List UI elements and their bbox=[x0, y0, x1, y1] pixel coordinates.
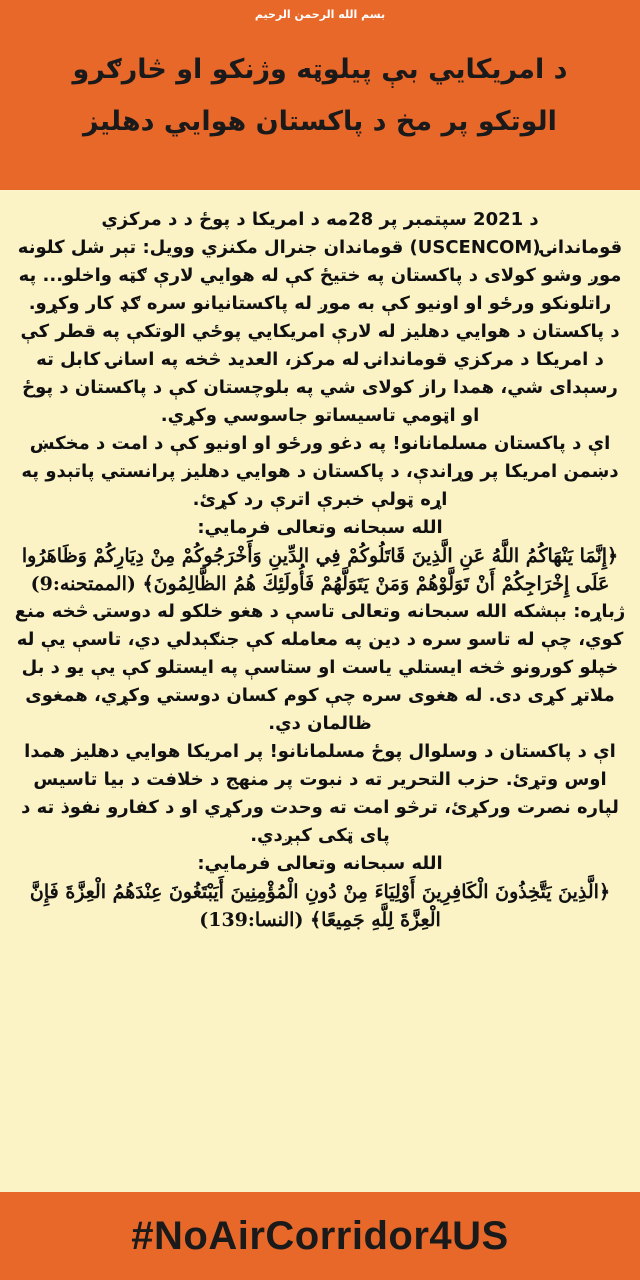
quran-verse-1: ﴿إِنَّمَا يَنْهَاكُمُ اللَّهُ عَنِ الَّذِينَ قَاتَلُوكُمْ فِي الدِّينِ وَأَخْرَجُوكُمْ مِنْ دِيَارِكُمْ وَظَاهَرُوا عَلَى إِخْرَاجِكُمْ أَنْ تَوَلَّوْهُمْ وَمَنْ يَتَوَلَّهُمْ فَأُولَئِكَ هُمُ الظَّالِمُونَ﴾ (الممتحنه:9) bbox=[21, 545, 619, 595]
title-line-1: د امريکايي بې پيلوټه وژنکو او څارګرو bbox=[72, 54, 568, 85]
footer-banner bbox=[0, 1192, 640, 1280]
paragraph-3: اې د پاکستان مسلمانانو! په دغو ورځو او اونيو کې د امت د مخکښ دښمن امريکا پر وړاندې، د پاکستان د هوايي دهليز پرانستي پاتېدو په اړه ټولې خبرې اترې رد کړئ. bbox=[21, 433, 619, 510]
verse-intro-2: الله سبحانه وتعالى فرمايي: bbox=[197, 853, 443, 874]
paragraph-1: د 2021 سپتمبر پر 28مه د امريکا د پوځ د د مرکزي قوماندانۍ(USCENCOM) قوماندان جنرال مکنزي وويل: تېر شل کلونه موږ وشو کولای د پاکستان په ختيځ کې له هوايي لارې ګټه واخلو... په راتلونکو ورځو او اونيو کې به موږ له پاکستانيانو سره ګډ کار وکړو. bbox=[17, 209, 623, 314]
title-line-2: الوتکو پر مخ د پاکستان هوايي دهليز bbox=[83, 106, 557, 137]
translation-paragraph: ژباړه: بېشکه الله سبحانه وتعالى تاسې د هغو خلکو له دوستۍ څخه منع کوي، چې له تاسو سره د دين په معامله کې جنګېدلي دي، تاسې يې له خپلو کورونو څخه ايستلي ياست او ستاسې په ايستلو کې يې يو د بل ملاتړ کړی دی. له هغوی سره چې کوم کسان دوستي وکړي، همغوی ظالمان دي. bbox=[14, 601, 626, 734]
bismillah-text: بسم الله الرحمن الرحيم bbox=[254, 8, 386, 21]
body-text bbox=[14, 206, 626, 1174]
verse-intro-1: الله سبحانه وتعالى فرمايي: bbox=[197, 517, 443, 538]
paragraph-appeal: اې د پاکستان د وسلوال پوځ مسلمانانو! پر امريکا هوايي دهليز همدا اوس وتړئ. حزب التحرير ته د نبوت پر منهج د خلافت د بيا تاسيس لپاره نصرت ورکړئ، ترڅو امت ته وحدت ورکړي او د کفارو نفوذ ته د پای ټکی کېږدي. bbox=[21, 741, 619, 846]
paragraph-2: د پاکستان د هوايي دهليز له لارې امريکايي پوځي الوتکې په قطر کې د امريکا د مرکزي قوماندانۍ له مرکز، العديد څخه په اسانۍ کابل ته رسېدای شي، همدا راز کولای شي په بلوچستان کې د پاکستان د پوځ او اټومي تاسيساتو جاسوسي وکړي. bbox=[20, 321, 620, 426]
page-title bbox=[20, 44, 620, 148]
header-banner bbox=[0, 0, 640, 190]
hashtag-text: #NoAirCorridor4US bbox=[131, 1213, 509, 1258]
quran-verse-2: ﴿الَّذِينَ يَتَّخِذُونَ الْكَافِرِينَ أَوْلِيَاءَ مِنْ دُونِ الْمُؤْمِنِينَ أَيَبْتَغُونَ عِنْدَهُمُ الْعِزَّةَ فَإِنَّ الْعِزَّةَ لِلَّهِ جَمِيعًا﴾ (النسا:139) bbox=[29, 881, 611, 931]
